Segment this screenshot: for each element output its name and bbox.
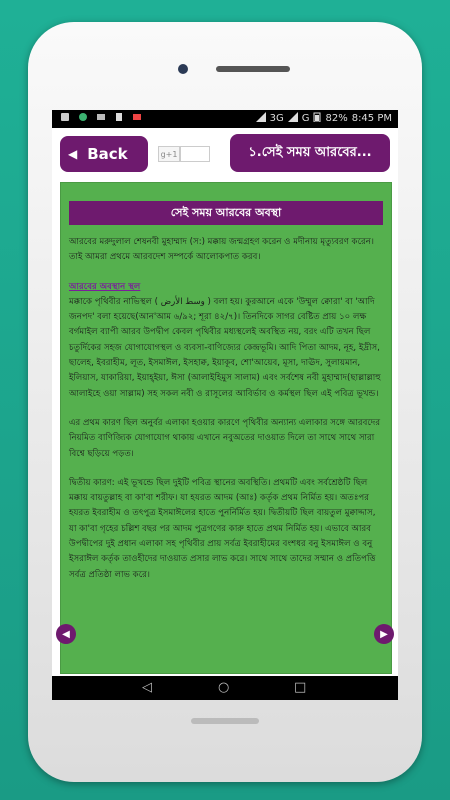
- status-bar: [52, 110, 398, 128]
- subheading: আরবের অবস্থান স্থল: [69, 281, 141, 292]
- back-button[interactable]: [60, 136, 148, 172]
- notification-icon: [60, 112, 70, 122]
- screen: [52, 110, 398, 700]
- previous-page-button[interactable]: [56, 624, 76, 644]
- chevron-right-icon: ▶: [380, 628, 388, 640]
- network-type: 3G: [269, 113, 284, 124]
- article-body: [61, 225, 391, 583]
- status-indicators: [256, 112, 392, 125]
- clock: 8:45 PM: [351, 113, 392, 124]
- speaker-grille: [216, 66, 290, 72]
- signal2-icon: [288, 112, 298, 125]
- google-plus-button[interactable]: g+1: [158, 146, 180, 162]
- google-plus-count: [180, 146, 210, 162]
- paragraph: দ্বিতীয় কারণ: এই ভূখন্ডে ছিল দুইটি পবিত্র স্থানের অবস্থিতি। প্রথমটি এবং সর্বশ্রেষ্ঠটি ছিল মক্কায় বায়তুল্লাহ বা কা'বা শরীফ। যা হযরত আদম (আঃ) কর্তৃক প্রথম নির্মিত হয়। অতঃপর হযরত ইবরাহীম ও তৎপুত্র ইসমাঈলের হাতে পুনর্নির্মিত হয়। দ্বিতীয়টি ছিল বায়তুল মুক্বাদ্দাস, যা কা'বা গৃহের চল্লিশ বছর পর আদম পুত্রগণের কারু হাতে প্রথম নির্মিত হয়। এভাবে আরব উপদ্বীপের দুই প্রধান এলাকা সহ পৃথিবীর প্রায় সর্বত্র ইবরাহীমের বংশধর বনু ইসমাঈল ও বনু ইসরাঈল কর্তৃক তাওহীদের দাওয়াত প্রসার লাভ করে। সাথে সাথে তাদের সম্মান ও প্রতিপত্তি সর্বত্র প্রতিষ্ঠা লাভ করে।: [69, 477, 376, 580]
- chapter-title-button[interactable]: ১.সেই সময় আরবের...: [230, 134, 390, 172]
- document-icon: [114, 112, 124, 122]
- section-title: সেই সময় আরবের অবস্থা: [69, 201, 383, 225]
- front-camera: [178, 64, 188, 74]
- hardware-home-button[interactable]: [191, 718, 259, 724]
- home-circle-icon[interactable]: ○: [218, 680, 230, 695]
- chat-icon: [78, 112, 88, 122]
- system-nav-bar: [52, 676, 398, 700]
- next-page-button[interactable]: [374, 624, 394, 644]
- paragraph: আরবের মরুদুলাল শেষনবী মুহাম্মাদ (স:) মক্কায় জন্মগ্রহণ করেন ও মদীনায় মৃত্যুবরণ করেন। তাই আমরা প্রথমে আরবদেশ সম্পর্কে আলোকপাত করব।: [69, 237, 374, 263]
- battery-icon: [313, 112, 321, 125]
- paragraph: মক্কাকে পৃথিবীর নাভিস্থল ( وسط الأرض ) বলা হয়। কুরআনে একে 'উম্মুল ক্বোরা' বা 'আদি জনপদ' বলা হয়েছে(আন'আম ৬/৯২; শূরা ৪২/৭)। তিনদিকে সাগর বেষ্টিত প্রায় ১০ লক্ষ বর্গমাইল ব্যাপী আরব উপদ্বীপ কেবল পৃথিবীর মধ্যস্থলেই অবস্থিত নয়, বরং এটি তখন ছিল চতুর্দিকের সহজ যোগাযোগস্থল ও ব্যবসা-বাণিজ্যের কেন্দ্রভূমি। আদি পিতা আদম, নূহ, ইদ্রীস, ছালেহ, ইবরাহীম, লূত, ইসমাঈল, ইসহাক্ব, ইয়াকূব, শো'আয়েব, মূসা, দাঊদ, সুলায়মান, ইলিয়াস, যাকারিয়া, ইয়াহ্ইয়া, ঈসা (আলাইহিমুস সালাম) এবং সর্বশেষ নবী মুহাম্মাদ(ছাল্লাল্লাহু আলাইহে ওয়া সাল্লাম) সহ সকল নবী ও রাসূলের আবির্ভাব ও কর্মস্থল ছিল এই পবিত্র ভূখন্ড।: [69, 296, 381, 399]
- article-content[interactable]: [60, 182, 392, 674]
- signal-icon: [256, 112, 266, 125]
- back-triangle-icon[interactable]: ◁: [142, 680, 152, 695]
- back-arrow-icon: ◀: [68, 147, 78, 161]
- chevron-left-icon: ◀: [62, 628, 70, 640]
- app-header: [52, 128, 398, 186]
- back-label: Back: [87, 145, 128, 163]
- battery-level: 82%: [325, 113, 348, 124]
- book-icon: [132, 112, 142, 122]
- recent-square-icon[interactable]: □: [294, 680, 307, 695]
- image-icon: [96, 112, 106, 122]
- paragraph: এর প্রথম কারণ ছিল অনুর্বর এলাকা হওয়ার কারণে পৃথিবীর অন্যান্য এলাকার সঙ্গে আরবদের নিয়মিত বাণিজ্যিক যোগাযোগ থাকায় এখানে নবুঅতের দাওয়াত দিলে তা সাথে সাথে সারা বিশ্বে ছড়িয়ে পড়ত।: [69, 417, 381, 459]
- network-type-2: G: [301, 113, 310, 124]
- status-notifications: [60, 112, 142, 122]
